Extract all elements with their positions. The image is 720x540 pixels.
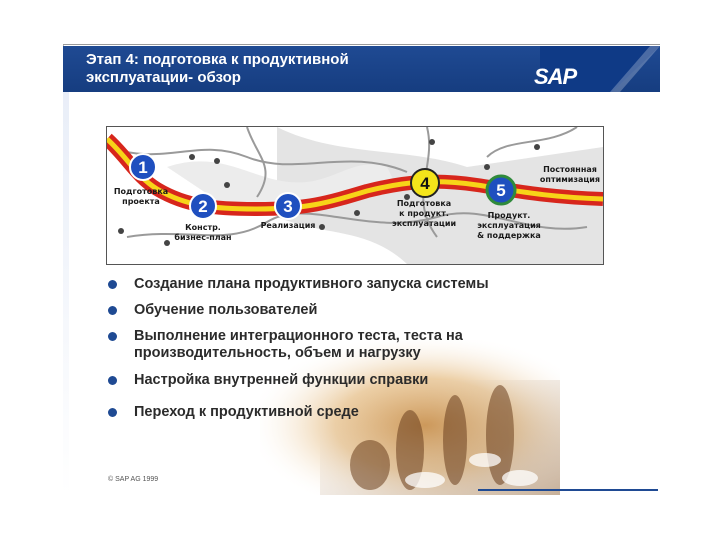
roadmap-graphic: [107, 127, 603, 264]
top-rule: [63, 44, 660, 45]
continuous-optimization-label: [537, 165, 603, 185]
bullet-dot: [108, 280, 117, 289]
step-5-node: [485, 174, 517, 206]
bullet-text: Выполнение интеграционного теста, теста на производительность, объем и нагрузку: [134, 328, 463, 361]
bullet-dot: [108, 306, 117, 315]
footer-line: [478, 489, 658, 491]
step-1-node: [128, 152, 158, 182]
bullet-text: Обучение пользователей: [134, 302, 318, 318]
step-4-label-line-2: к продукт.: [399, 209, 449, 218]
bullet-text: Настройка внутренней функции справки: [134, 372, 429, 388]
roadmap-map: [106, 126, 604, 265]
step-1-label-line-1: Подготовка: [113, 187, 169, 196]
step-1-label-line-2: проекта: [122, 197, 160, 206]
step-2-label-line-2: бизнес-план: [174, 233, 232, 242]
step-4-label-line-3: эксплуатации: [391, 219, 457, 228]
continuous-optimization-line-1: Постоянная: [543, 165, 597, 174]
step-5-number: 5: [496, 181, 506, 200]
continuous-optimization-line-2: оптимизация: [539, 175, 601, 184]
step-4-number: 4: [420, 174, 430, 193]
step-5-label-line-1: Продукт.: [487, 211, 531, 220]
step-4-node: [409, 167, 441, 199]
step-2-number: 2: [198, 197, 208, 216]
step-1-number: 1: [138, 158, 148, 177]
bullet-text: Создание плана продуктивного запуска системы: [134, 276, 489, 292]
copyright-text: © SAP AG 1999: [108, 476, 159, 483]
step-3-number: 3: [283, 197, 293, 216]
step-4-label-line-1: Подготовка: [396, 199, 452, 208]
bullet-dot: [108, 332, 117, 341]
step-5-label-line-2: эксплуатация: [477, 221, 541, 230]
step-3-label: [253, 221, 323, 231]
step-2-label-line-1: Констр.: [185, 223, 221, 232]
step-4-label: [383, 199, 465, 229]
bullet-dot: [108, 376, 117, 385]
step-3-label-line-1: Реализация: [260, 221, 316, 230]
step-3-node: [273, 191, 303, 221]
step-5-label-line-3: & поддержка: [477, 231, 541, 240]
bullet-text: Переход к продуктивной среде: [134, 404, 359, 420]
step-2-node: [188, 191, 218, 221]
bullet-dot: [108, 408, 117, 417]
step-5-label: [469, 211, 549, 241]
title-line-1: Этап 4: подготовка к продуктивной: [86, 51, 349, 68]
sap-logo-text: SAP: [534, 64, 577, 89]
step-1-label: [107, 187, 175, 207]
title-line-2: эксплуатации- обзор: [86, 69, 241, 86]
slide-title: [86, 51, 486, 87]
step-2-label: [163, 223, 243, 243]
left-stripe: [63, 92, 69, 496]
